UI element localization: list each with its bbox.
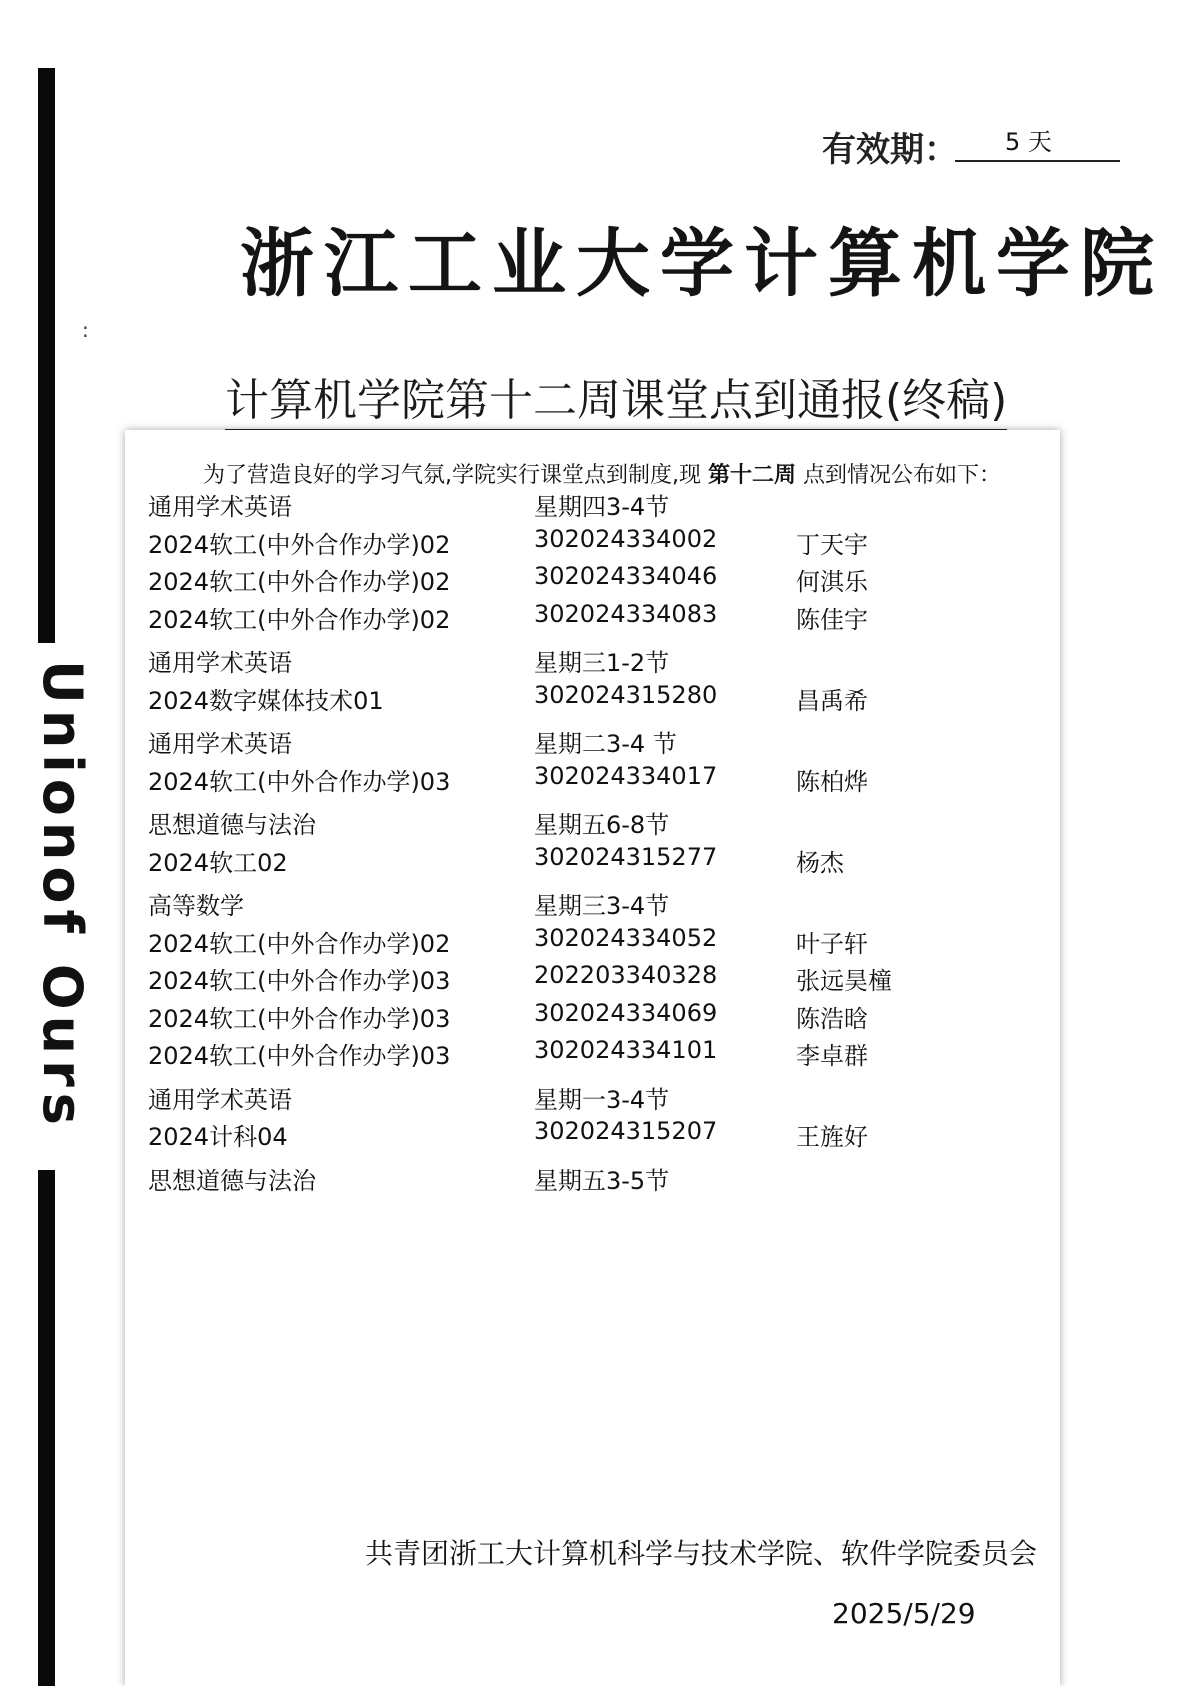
row-course: 2024计科04 — [148, 1123, 288, 1151]
row-time-or-id: 302024334046 — [534, 562, 718, 590]
row-name: 昌禹希 — [796, 686, 868, 715]
intro-paragraph — [203, 458, 1001, 489]
row-course: 2024软工(中外合作办学)03 — [148, 967, 451, 995]
row-time-or-id: 星期三1-2节 — [534, 649, 670, 677]
row-time-or-id: 星期一3-4节 — [534, 1085, 670, 1114]
student-row — [148, 924, 1008, 962]
row-course: 2024软工(中外合作办学)03 — [148, 1004, 451, 1033]
row-name: 陈浩晗 — [796, 1004, 868, 1033]
row-time-or-id: 202203340328 — [534, 961, 718, 989]
row-time-or-id: 302024334101 — [534, 1036, 718, 1064]
side-bar-bottom — [38, 1170, 55, 1686]
row-course: 2024软工(中外合作办学)02 — [148, 929, 451, 958]
row-course: 思想道德与法治 — [148, 811, 316, 839]
row-time-or-id: 302024334083 — [534, 599, 718, 628]
row-time-or-id: 星期四3-4节 — [534, 493, 670, 521]
row-course: 2024软工(中外合作办学)03 — [148, 767, 451, 796]
student-row — [148, 961, 1008, 999]
row-name: 丁天宇 — [796, 530, 868, 559]
row-time-or-id: 302024334052 — [534, 923, 718, 952]
row-time-or-id: 星期三3-4节 — [534, 892, 670, 920]
row-course: 通用学术英语 — [148, 730, 292, 758]
row-name: 叶子轩 — [796, 929, 868, 958]
student-row — [148, 562, 1008, 600]
validity-value: 5 天 — [955, 122, 1120, 162]
student-row — [148, 843, 1008, 881]
row-course: 2024数字媒体技术01 — [148, 686, 384, 715]
row-time-or-id: 302024334069 — [534, 998, 718, 1027]
row-course: 高等数学 — [148, 892, 244, 920]
course-header-row — [148, 487, 1008, 525]
course-header-row — [148, 805, 1008, 843]
student-row — [148, 681, 1008, 719]
row-course: 2024软工(中外合作办学)02 — [148, 605, 451, 634]
row-time-or-id: 星期五6-8节 — [534, 811, 670, 839]
row-time-or-id: 302024334017 — [534, 761, 718, 790]
row-time-or-id: 星期二3-4 节 — [534, 730, 677, 758]
intro-week: 第十二周 — [707, 463, 796, 488]
row-name: 陈柏烨 — [796, 767, 868, 796]
row-time-or-id: 302024315207 — [534, 1117, 718, 1145]
row-time-or-id: 302024315277 — [534, 842, 718, 871]
notice-date: 2025/5/29 — [832, 1597, 976, 1630]
student-row — [148, 762, 1008, 800]
student-row — [148, 525, 1008, 563]
school-name: 浙江工业大学计算机学院 — [240, 221, 1164, 307]
row-time-or-id: 星期五3-5节 — [534, 1166, 670, 1195]
row-name: 张远昊橦 — [796, 967, 892, 995]
row-time-or-id: 302024315280 — [534, 680, 718, 709]
committee-signature: 共青团浙工大计算机科学与技术学院、软件学院委员会 — [365, 1537, 1038, 1570]
row-name: 王旌好 — [796, 1123, 868, 1151]
student-row — [148, 1036, 1008, 1074]
side-vertical-text: Unionof Ours — [31, 660, 94, 1131]
row-course: 通用学术英语 — [148, 493, 292, 521]
document-title: 计算机学院第十二周课堂点到通报(终稿) — [225, 375, 1007, 431]
student-row — [148, 1117, 1008, 1155]
course-header-row — [148, 724, 1008, 762]
course-header-row — [148, 643, 1008, 681]
row-course: 通用学术英语 — [148, 1085, 292, 1114]
row-course: 2024软工(中外合作办学)02 — [148, 568, 451, 596]
course-header-row — [148, 886, 1008, 924]
row-name: 何淇乐 — [796, 568, 868, 596]
row-time-or-id: 302024334002 — [534, 524, 718, 553]
validity-label: 有效期： — [822, 130, 958, 170]
intro-before: 为了营造良好的学习气氛,学院实行课堂点到制度,现 — [203, 463, 708, 488]
side-bar-top — [38, 68, 55, 643]
row-course: 2024软工(中外合作办学)02 — [148, 530, 451, 559]
row-name: 李卓群 — [796, 1042, 868, 1070]
row-course: 通用学术英语 — [148, 649, 292, 677]
row-name: 陈佳宇 — [796, 605, 868, 634]
row-course: 2024软工02 — [148, 848, 288, 877]
course-header-row — [148, 1080, 1008, 1118]
attendance-list — [148, 487, 1008, 1198]
course-header-row — [148, 1161, 1008, 1199]
row-course: 2024软工(中外合作办学)03 — [148, 1042, 451, 1070]
student-row — [148, 999, 1008, 1037]
row-course: 思想道德与法治 — [148, 1166, 316, 1195]
intro-after: 点到情况公布如下： — [796, 463, 1001, 488]
row-name: 杨杰 — [796, 848, 844, 877]
student-row — [148, 600, 1008, 638]
colon-mark: : — [82, 318, 89, 342]
